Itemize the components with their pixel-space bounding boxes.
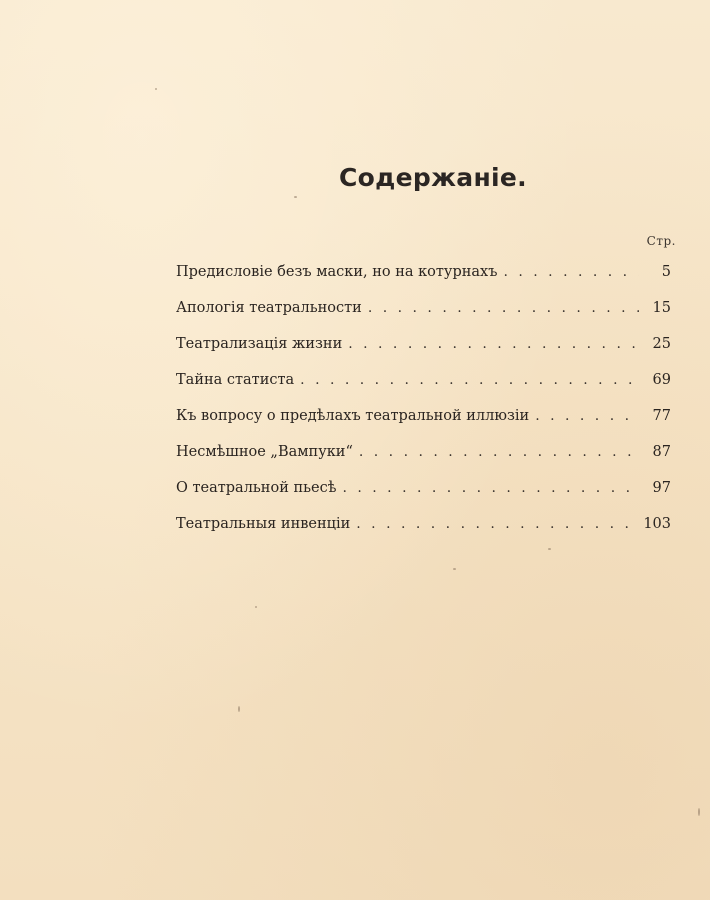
toc-entry-title: Къ вопросу о предѣлахъ театральной иллюзіи — [176, 408, 530, 424]
paper-speck — [238, 706, 240, 712]
toc-dot-leader — [503, 262, 639, 282]
toc-dot-leader — [368, 298, 639, 318]
toc-entry-title: Театральныя инвенціи — [176, 516, 351, 532]
toc-dot-leader — [342, 478, 639, 498]
toc-entry-title: Театрализація жизни — [176, 336, 343, 352]
toc-entry — [176, 478, 671, 514]
toc-entry-page: 87 — [652, 444, 671, 460]
toc-entry-page: 103 — [643, 516, 671, 532]
toc-entry-page: 97 — [652, 480, 671, 496]
toc-entry-title: Апологія театральности — [176, 300, 362, 316]
toc-entry — [176, 442, 671, 478]
toc-dot-leader — [300, 370, 639, 390]
toc-entry — [176, 406, 671, 442]
paper-speck — [698, 808, 700, 816]
paper-speck — [155, 88, 157, 90]
table-of-contents — [176, 262, 671, 550]
page-title: Содержаніе. — [339, 163, 527, 192]
toc-entry-title: Несмѣшное „Вампуки“ — [176, 444, 353, 460]
toc-entry — [176, 298, 671, 334]
toc-dot-leader — [359, 442, 639, 462]
toc-entry-page: 5 — [661, 264, 671, 280]
toc-dot-leader — [535, 406, 639, 426]
toc-entry-title: О театральной пьесѣ — [176, 480, 337, 496]
page-column-label: Стр. — [646, 234, 676, 248]
toc-entry-page: 69 — [652, 372, 671, 388]
toc-entry — [176, 334, 671, 370]
paper-speck — [255, 606, 257, 608]
toc-dot-leader — [356, 514, 637, 534]
toc-entry — [176, 262, 671, 298]
toc-entry — [176, 514, 671, 550]
toc-entry-page: 77 — [652, 408, 671, 424]
toc-entry-page: 15 — [652, 300, 671, 316]
toc-dot-leader — [348, 334, 639, 354]
paper-speck — [453, 568, 456, 570]
toc-entry-page: 25 — [652, 336, 671, 352]
toc-entry — [176, 370, 671, 406]
paper-speck — [548, 548, 551, 550]
toc-entry-title: Тайна статиста — [176, 372, 295, 388]
paper-speck — [294, 196, 297, 198]
toc-entry-title: Предисловіе безъ маски, но на котурнахъ — [176, 264, 498, 280]
